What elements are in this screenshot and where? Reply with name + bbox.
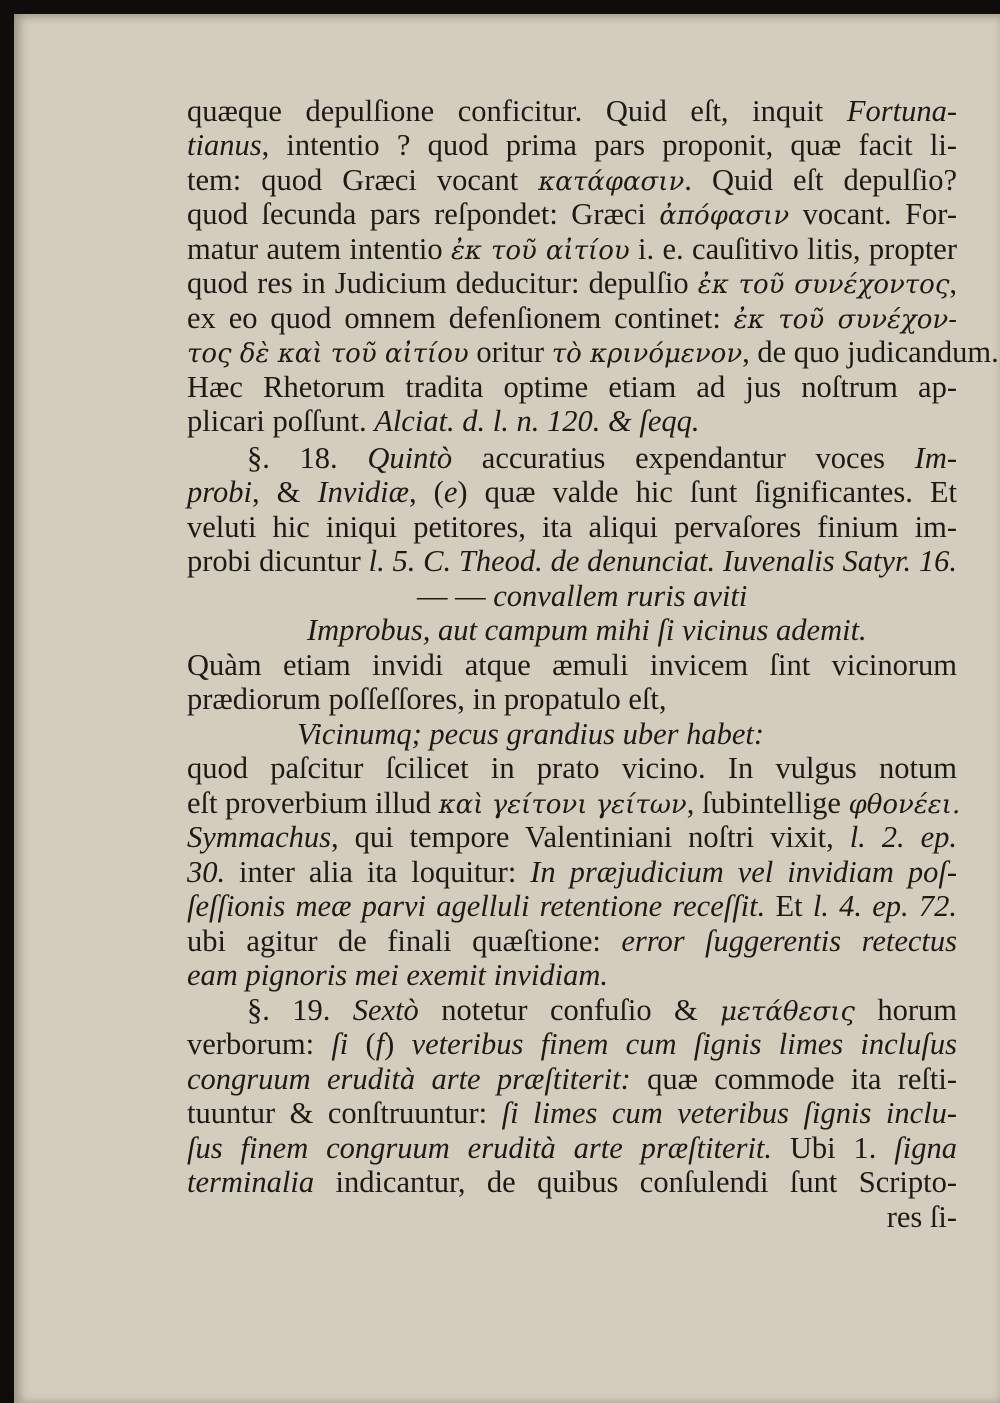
text-line	[187, 335, 999, 369]
italic-text: ſus finem congruum erudità arte præſtiterit.	[187, 1131, 773, 1165]
text-line	[187, 924, 957, 958]
italic-text: veteribus finem cum ſignis limes incluſus	[411, 1027, 957, 1061]
text-line	[187, 1062, 957, 1096]
text-line	[187, 1165, 957, 1199]
roman-text: Ubi 1.	[772, 1131, 895, 1165]
roman-text: indicantur, de quibus conſulendi ſunt Scripto-	[314, 1165, 957, 1199]
text-line	[187, 682, 957, 716]
text-line	[187, 648, 957, 682]
italic-text: Im-	[914, 441, 958, 475]
text-line	[187, 163, 957, 197]
text-line	[187, 958, 957, 992]
greek-text: ἐκ τοῦ συνέχον-	[733, 305, 957, 335]
roman-text: veluti hic iniqui petitores, ita aliqui pervaſores finium im-	[187, 510, 957, 544]
italic-text: f	[375, 1027, 385, 1061]
text-line	[187, 475, 957, 509]
text-line	[297, 717, 957, 751]
roman-text: , intentio ? quod prima pars proponit, quæ facit li-	[261, 128, 957, 162]
roman-text: Quàm etiam invidi atque æmuli invicem ſint vicinorum	[187, 648, 957, 682]
italic-text: Symmachus	[187, 820, 331, 854]
roman-text: ex eo quod omnem defenſionem continet:	[187, 301, 734, 335]
book-page	[14, 14, 1000, 1403]
roman-text: quæ commode ita reſti-	[630, 1062, 958, 1096]
italic-text: Fortuna-	[846, 94, 957, 128]
roman-text: eſt proverbium illud	[187, 786, 439, 820]
text-line	[187, 301, 957, 335]
roman-text: plicari poſſunt.	[187, 404, 375, 438]
italic-text: eam pignoris mei exemit invidiam.	[187, 958, 608, 992]
greek-text: τὸ κρινόμενον	[551, 339, 743, 369]
roman-text: )	[384, 1027, 412, 1061]
roman-text: oritur	[468, 335, 552, 369]
roman-text: ) quæ valde hic ſunt ſignificantes. Et	[457, 475, 957, 509]
roman-text: notetur confuſio &	[418, 993, 721, 1027]
roman-text: probi dicuntur	[187, 544, 369, 578]
roman-text: prædiorum poſſeſſores, in propatulo eſt,	[187, 682, 667, 716]
roman-text: verborum:	[187, 1027, 332, 1061]
italic-text: congruum erudità arte præſtiterit:	[187, 1062, 631, 1096]
greek-text: τος δὲ καὶ τοῦ αἰτίου	[187, 339, 469, 369]
text-line	[187, 94, 957, 128]
text-line	[187, 751, 957, 785]
roman-text: tem: quod Græci vocant	[187, 163, 539, 197]
text-line	[187, 1096, 957, 1130]
italic-text: tianus	[187, 128, 262, 162]
italic-text: probi	[187, 475, 252, 509]
roman-text: , &	[251, 475, 318, 509]
text-line	[247, 993, 957, 1027]
italic-text: Invidiæ	[317, 475, 409, 509]
greek-text: ἐκ τοῦ συνέχοντος	[697, 270, 950, 300]
roman-text: quod ſecunda pars reſpondet: Græci	[187, 197, 660, 231]
text-line	[247, 441, 957, 475]
greek-text: κατάφασιν	[538, 167, 685, 197]
roman-text: ,	[949, 266, 958, 300]
italic-text: ſi	[331, 1027, 349, 1061]
roman-text: accuratius expendantur voces	[452, 441, 915, 475]
roman-text: tuuntur & conſtruuntur:	[187, 1096, 502, 1130]
text-line	[187, 404, 957, 438]
roman-text: quod paſcitur ſcilicet in prato vicino. In vulgus notum	[187, 751, 957, 785]
text-line	[187, 197, 957, 231]
roman-text: i. e. cauſitivo litis, propter	[629, 232, 957, 266]
greek-text: ἀπόφασιν	[659, 201, 790, 231]
text-line	[187, 855, 957, 889]
roman-text: , qui tempore Valentiniani noſtri vixit,	[331, 820, 850, 854]
text-line	[187, 128, 957, 162]
text-line	[187, 1200, 957, 1234]
roman-text: — —	[417, 579, 494, 613]
text-line	[187, 786, 961, 820]
italic-text: error ſuggerentis retectus	[621, 924, 957, 958]
text-line	[187, 820, 957, 854]
italic-text: 30.	[187, 855, 226, 889]
italic-text: Quintò	[367, 441, 453, 475]
italic-text: terminalia	[187, 1165, 315, 1199]
roman-text: , (	[408, 475, 444, 509]
italic-text: l. 4. ep. 72.	[812, 889, 958, 923]
roman-text: quod res in Judicium deducitur: depulſio	[187, 266, 698, 300]
roman-text: , ſubintellige	[686, 786, 849, 820]
greek-text: ἐκ τοῦ αἰτίου	[450, 236, 630, 266]
roman-text: vocant. For-	[789, 197, 957, 231]
roman-text: Et	[765, 889, 813, 923]
roman-text: res ſi-	[886, 1200, 957, 1234]
roman-text: quæque depulſione conficitur. Quid eſt, inquit	[187, 94, 847, 128]
roman-text: ubi agitur de finali quæſtione:	[187, 924, 622, 958]
italic-text: ſigna	[894, 1131, 957, 1165]
italic-text: In præjudicium vel invidiam poſ-	[530, 855, 957, 889]
roman-text: matur autem intentio	[187, 232, 451, 266]
italic-text: convallem ruris aviti	[493, 579, 748, 613]
text-line	[187, 544, 957, 578]
text-line	[187, 889, 957, 923]
text-line	[187, 1027, 957, 1061]
greek-text: καὶ γείτονι γείτων	[438, 790, 687, 820]
roman-text: horum	[854, 993, 957, 1027]
greek-text: φθονέει.	[848, 790, 961, 820]
roman-text: (	[348, 1027, 376, 1061]
roman-text: . Quid eſt depulſio?	[684, 163, 958, 197]
italic-text: l. 5. C. Theod. de denunciat. Iuvenalis Satyr. 16.	[368, 544, 957, 578]
text-line	[187, 510, 957, 544]
roman-text: §. 18.	[247, 441, 368, 475]
italic-text: e	[443, 475, 458, 509]
text-line	[417, 579, 957, 613]
text-line	[187, 370, 957, 404]
italic-text: l. 2. ep.	[849, 820, 957, 854]
text-line	[187, 266, 957, 300]
text-line	[187, 1131, 957, 1165]
italic-text: Sextò	[352, 993, 419, 1027]
text-line	[187, 232, 957, 266]
italic-text: Vicinumq; pecus grandius uber habet:	[297, 717, 765, 751]
italic-text: ſi limes cum veteribus ſignis inclu-	[501, 1096, 957, 1130]
roman-text: §. 19.	[247, 993, 353, 1027]
greek-text: μετάθεσις	[720, 997, 855, 1027]
italic-text: ſeſſionis meæ parvi agelluli retentione receſſit.	[187, 889, 766, 923]
roman-text: Hæc Rhetorum tradita optime etiam ad jus noſtrum ap-	[187, 370, 957, 404]
text-line	[307, 613, 957, 647]
italic-text: Improbus, aut campum mihi ſi vicinus ademit.	[307, 613, 867, 647]
roman-text: , de quo judicandum.	[742, 335, 999, 369]
italic-text: Alciat. d. l. n. 120. & ſeqq.	[374, 404, 700, 438]
roman-text: inter alia ita loquitur:	[225, 855, 531, 889]
